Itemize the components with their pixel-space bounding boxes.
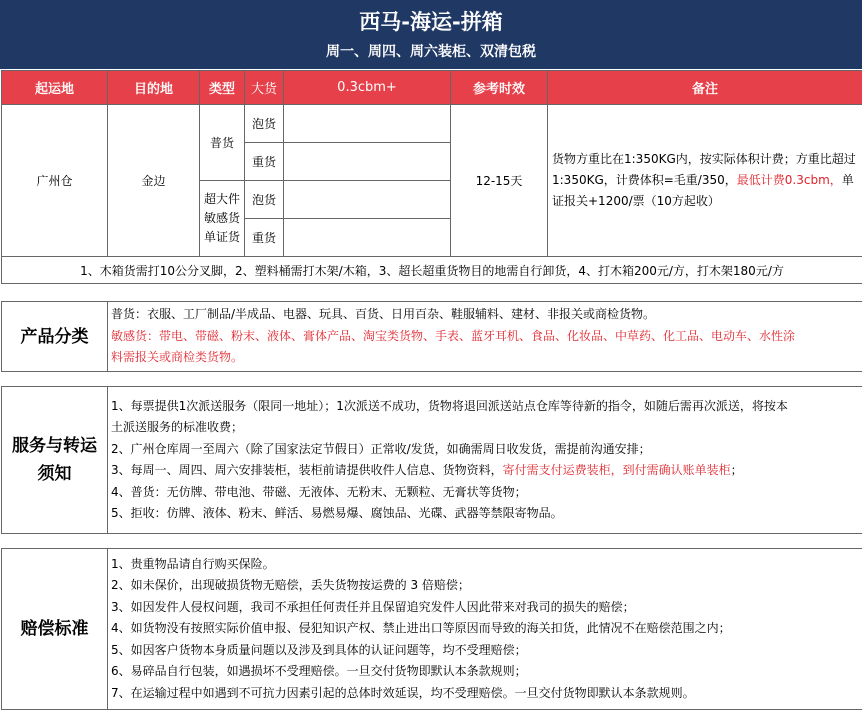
- compensation-item: 2、如未保价，出现破损货物无赔偿，丢失货物按运费的 3 倍赔偿；: [111, 578, 470, 593]
- service-item: [108, 460, 862, 482]
- table-header-row: [2, 71, 862, 105]
- header-origin: 起运地: [2, 71, 108, 105]
- note-text: 货物方重比在1:350KG内，按实际体积计费；方重比超过1:350KG，计费体积=毛重/350，: [552, 152, 856, 187]
- price-cell: [284, 181, 451, 219]
- price-cell: [284, 219, 451, 257]
- note-red-text: 最低计费0.3cbm，: [736, 173, 842, 187]
- page-header: [0, 0, 862, 69]
- header-time: 参考时效: [451, 71, 548, 105]
- type-special-line: 单证货: [203, 230, 240, 244]
- service-section: [1, 386, 862, 534]
- note-cell: [548, 105, 862, 257]
- time-cell: 12-15天: [451, 105, 548, 257]
- compensation-item: 7、在运输过程中如遇到不可抗力因素引起的总体时效延误，均不受理赔偿。一旦交付货物即默认本条款规则。: [111, 685, 695, 700]
- header-note: 备注: [548, 71, 862, 105]
- compensation-item: 5、如因客户货物本身质量问题以及涉及到具体的认证问题等，均不受理赔偿；: [111, 642, 527, 657]
- price-cell: [284, 105, 451, 143]
- compensation-item: 3、如因发件人侵权问题，我司不承担任何责任并且保留追究发件人因此带来对我司的损失的赔偿；: [111, 599, 635, 614]
- product-content: [108, 302, 862, 372]
- pricing-table: [1, 70, 862, 284]
- product-general: 普货：衣服、工厂制品/半成品、电器、玩具、百货、日用百杂、鞋服辅料、建材、非报关或商检货物。: [111, 307, 656, 322]
- table-row: [2, 105, 862, 143]
- compensation-item: 6、易碎品自行包装，如遇损坏不受理赔偿。一旦交付货物即默认本条款规则；: [111, 664, 527, 679]
- service-title: [2, 387, 108, 534]
- product-sensitive-cont: 料需报关或商检类货物。: [111, 350, 244, 365]
- compensation-content: [108, 549, 862, 710]
- type-special-line: 超大件: [203, 192, 240, 206]
- service-content: [108, 387, 862, 534]
- type-special-cell: [200, 181, 245, 257]
- compensation-item: 4、如货物没有按照实际价值申报、侵犯知识产权、禁止进出口等原因而导致的海关扣货，此情况不在赔偿范围之内；: [111, 621, 731, 636]
- destination-cell: 金边: [108, 105, 200, 257]
- compensation-section: [1, 548, 862, 710]
- service-item-cont: 土派送服务的标准收费；: [111, 420, 244, 434]
- type-general-cell: 普货: [200, 105, 245, 181]
- table-footer-note: 1、木箱货需打10公分叉脚，2、塑料桶需打木架/木箱，3、超长超重货物目的地需自行卸货，4、打木箱200元/方，打木架180元/方: [2, 257, 862, 284]
- origin-cell: 广州仓: [2, 105, 108, 257]
- header-destination: 目的地: [108, 71, 200, 105]
- product-title: 产品分类: [2, 302, 108, 372]
- product-section: [1, 301, 862, 372]
- service-title-line: 须知: [37, 464, 72, 484]
- compensation-title: 赔偿标准: [2, 549, 108, 710]
- service-item-red: 寄付需支付运费装柜，到付需确认账单装柜: [502, 463, 731, 477]
- subtype-cell: 重货: [245, 143, 284, 181]
- service-item: 4、普货：无仿牌、带电池、带磁、无液体、无粉末、无颗粒、无膏状等货物；: [111, 484, 527, 499]
- page-subtitle: 周一、周四、周六装柜、双清包税: [326, 44, 536, 60]
- note-text-tail: 单证报关+1200/票（10方起收）: [552, 173, 854, 208]
- service-item: 1、每票提供1次派送服务（限同一地址）；1次派送不成功，货物将退回派送站点仓库等待新的指令，如随后需再次派送，将按本: [111, 398, 788, 413]
- type-special-line: 敏感货: [203, 211, 240, 225]
- price-cell: [284, 143, 451, 181]
- header-type: 类型: [200, 71, 245, 105]
- subtype-cell: 重货: [245, 219, 284, 257]
- service-item-text: ；: [730, 463, 743, 477]
- header-bulk: 大货: [245, 71, 284, 105]
- service-item: 2、广州仓库周一至周六（除了国家法定节假日）正常收/发货，如确需周日收发货，需提前沟通安排；: [111, 441, 651, 456]
- service-item-text: 3、每周一、周四、周六安排装柜，装柜前请提供收件人信息、货物资料，: [111, 463, 503, 477]
- subtype-cell: 泡货: [245, 181, 284, 219]
- table-footer-row: [2, 257, 862, 284]
- header-volume: 0.3cbm+: [284, 71, 451, 105]
- service-title-line: 服务与转运: [12, 436, 97, 456]
- subtype-cell: 泡货: [245, 105, 284, 143]
- product-sensitive: 敏感货：带电、带磁、粉末、液体、膏体产品、淘宝类货物、手表、蓝牙耳机、食品、化妆品、中草药、化工品、电动车、水性涂: [111, 328, 796, 343]
- page-title: 西马-海运-拼箱: [359, 10, 503, 34]
- service-item: 5、拒收：仿牌、液体、粉末、鲜活、易燃易爆、腐蚀品、光碟、武器等禁限寄物品。: [111, 506, 563, 520]
- compensation-item: 1、贵重物品请自行购买保险。: [111, 556, 275, 571]
